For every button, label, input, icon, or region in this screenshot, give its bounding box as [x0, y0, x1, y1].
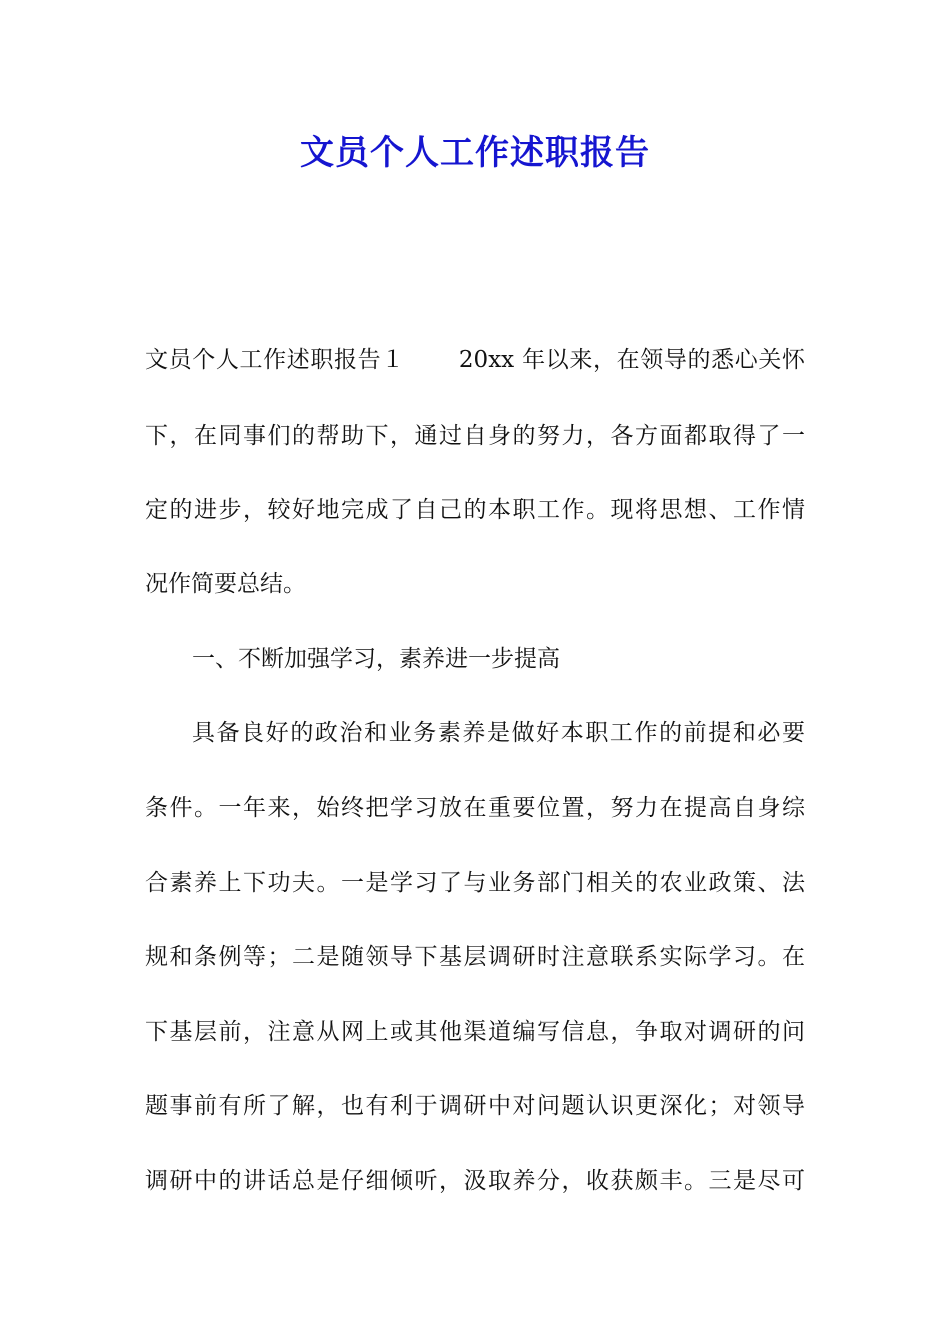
- paragraph-line-2: 下，在同事们的帮助下，通过自身的努力，各方面都取得了一: [145, 423, 805, 449]
- paragraph-line-3: 定的进步，较好地完成了自己的本职工作。现将思想、工作情: [145, 497, 805, 523]
- paragraph-line-4: 况作简要总结。: [145, 571, 306, 597]
- intro-text: 20xx 年以来，在领导的悉心关怀: [458, 347, 805, 373]
- paragraph-line-11: 题事前有所了解，也有利于调研中对问题认识更深化；对领导: [145, 1093, 805, 1119]
- paragraph-line-7: 条件。一年来，始终把学习放在重要位置，努力在提高自身综: [145, 795, 805, 821]
- paragraph-line-9: 规和条例等；二是随领导下基层调研时注意联系实际学习。在: [145, 944, 805, 970]
- paragraph-line-1: [145, 342, 805, 378]
- document-title: 文员个人工作述职报告: [300, 133, 650, 173]
- paragraph-line-12: 调研中的讲话总是仔细倾听，汲取养分，收获颇丰。三是尽可: [145, 1168, 805, 1194]
- paragraph-line-6: 具备良好的政治和业务素养是做好本职工作的前提和必要: [192, 720, 805, 746]
- intro-heading: 文员个人工作述职报告１: [145, 347, 405, 373]
- paragraph-line-8: 合素养上下功夫。一是学习了与业务部门相关的农业政策、法: [145, 870, 805, 896]
- paragraph-line-10: 下基层前，注意从网上或其他渠道编写信息，争取对调研的问: [145, 1019, 805, 1045]
- section-heading-1: 一、不断加强学习，素养进一步提高: [192, 646, 560, 672]
